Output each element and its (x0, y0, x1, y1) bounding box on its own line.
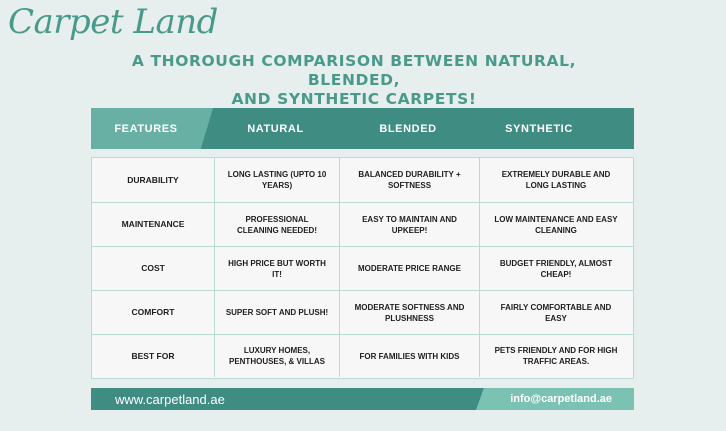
table-row (92, 334, 633, 377)
table-row (92, 246, 633, 290)
page-title (100, 52, 608, 109)
blended-cell: MODERATE SOFTNESS AND PLUSHNESS (339, 291, 479, 334)
blended-cell: MODERATE PRICE RANGE (339, 247, 479, 290)
header-natural: NATURAL (247, 122, 304, 135)
comparison-table (91, 157, 634, 379)
natural-cell: SUPER SOFT AND PLUSH! (214, 291, 339, 334)
natural-cell: HIGH PRICE BUT WORTH IT! (214, 247, 339, 290)
title-line-2: AND SYNTHETIC CARPETS! (231, 90, 477, 108)
natural-cell: LUXURY HOMES, PENTHOUSES, & VILLAS (214, 335, 339, 377)
row-feature-cell: COST (141, 263, 165, 273)
natural-cell: PROFESSIONAL CLEANING NEEDED! (214, 203, 339, 246)
table-row (92, 202, 633, 246)
brand-logo: Carpet Land (8, 2, 218, 42)
row-feature-cell: MAINTENANCE (121, 219, 185, 229)
header-synthetic: SYNTHETIC (505, 122, 573, 135)
synthetic-cell: BUDGET FRIENDLY, ALMOST CHEAP! (479, 247, 632, 290)
table-row (92, 290, 633, 334)
blended-cell: FOR FAMILIES WITH KIDS (339, 335, 479, 377)
natural-cell: LONG LASTING (UPTO 10 YEARS) (214, 158, 339, 202)
blended-cell: EASY TO MAINTAIN AND UPKEEP! (339, 203, 479, 246)
row-feature-cell: COMFORT (131, 307, 175, 317)
synthetic-cell: FAIRLY COMFORTABLE AND EASY (479, 291, 632, 334)
synthetic-cell: LOW MAINTENANCE AND EASY CLEANING (479, 203, 632, 246)
email-link[interactable]: info@carpetland.ae (510, 393, 612, 405)
table-header (91, 108, 634, 149)
synthetic-cell: PETS FRIENDLY AND FOR HIGH TRAFFIC AREAS. (479, 335, 632, 377)
table-row (92, 158, 633, 202)
title-line-1: A THOROUGH COMPARISON BETWEEN NATURAL, BLENDED, (131, 52, 577, 89)
blended-cell: BALANCED DURABILITY + SOFTNESS (339, 158, 479, 202)
header-features: FEATURES (114, 122, 178, 135)
header-blended: BLENDED (379, 122, 437, 135)
synthetic-cell: EXTREMELY DURABLE AND LONG LASTING (479, 158, 632, 202)
footer-bar (91, 388, 634, 410)
website-link[interactable]: www.carpetland.ae (115, 391, 225, 407)
row-feature-cell: DURABILITY (127, 174, 179, 185)
row-feature-cell: BEST FOR (131, 350, 175, 361)
